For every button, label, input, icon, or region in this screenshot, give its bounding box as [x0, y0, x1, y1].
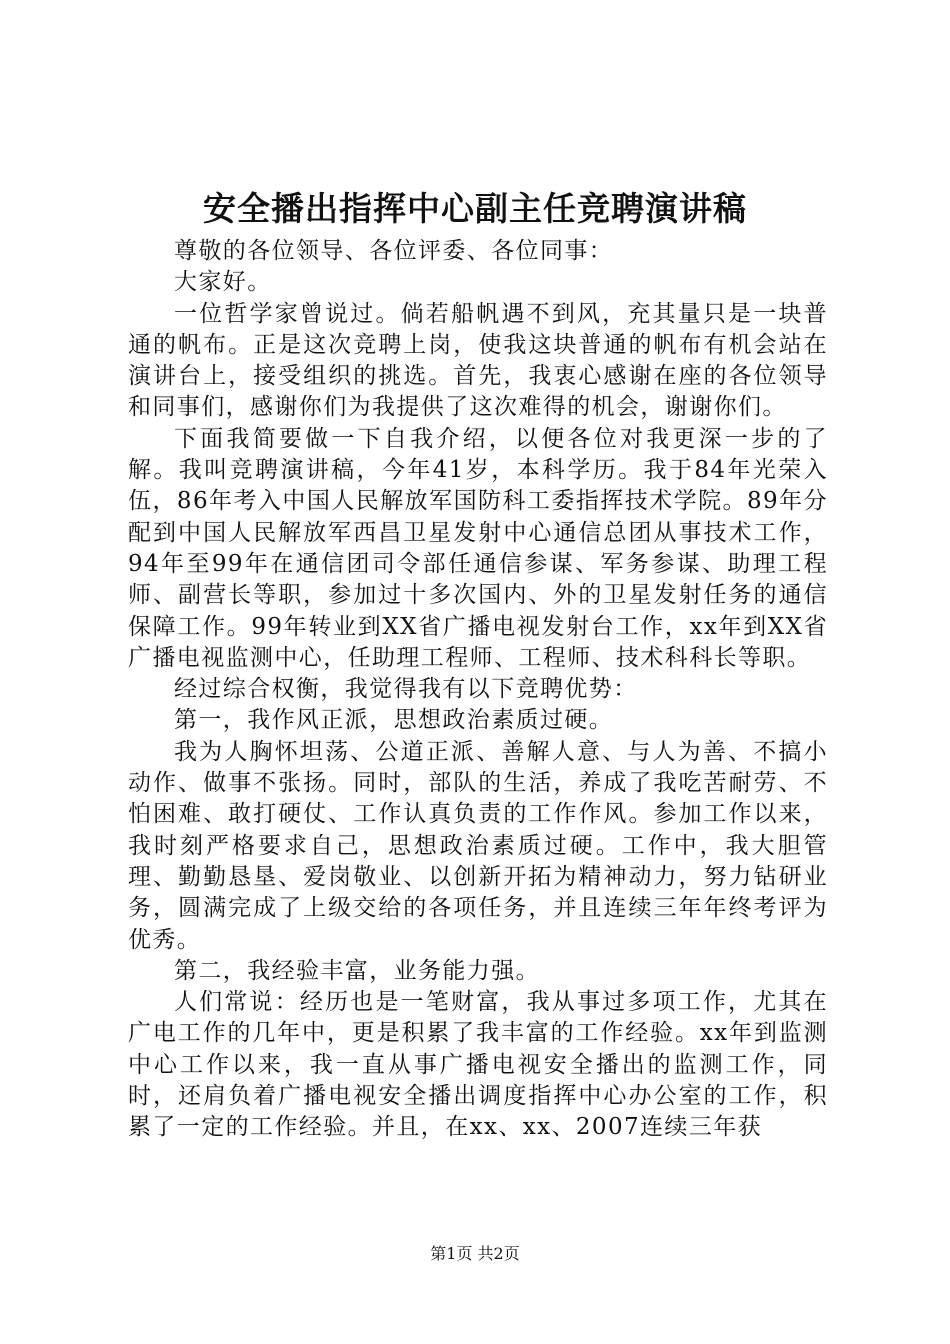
document-title: 安全播出指挥中心副主任竞聘演讲稿 [203, 189, 747, 228]
section-heading-paragraph: 第一，我作风正派，思想政治素质过硬。 [174, 707, 614, 734]
body-paragraph: 经过综合权衡，我觉得我有以下竞聘优势： [174, 676, 638, 703]
body-paragraph: 我为人胸怀坦荡、公道正派、善解人意、与人为善、不搞小动作、做事不张扬。同时，部队的生活，养成了我吃苦耐劳、不怕困难、敢打硬仗、工作认真负责的工作作风。参加工作以来，我时刻严格要求自己，思想政治素质过硬。工作中，我大胆管理、勤勤恳垦、爱岗敬业、以创新开拓为精神动力，努力钻研业务，圆满完成了上级交给的各项任务，并且连续三年年终考评为优秀。 [128, 738, 828, 953]
section-heading-paragraph: 第二，我经验丰富，业务能力强。 [174, 957, 540, 984]
salutation-paragraph: 尊敬的各位领导、各位评委、各位同事： [174, 238, 614, 264]
document-body [128, 236, 828, 1144]
greeting-paragraph: 大家好。 [174, 269, 272, 296]
page-footer: 第1页 共2页 [430, 1244, 520, 1263]
body-paragraph: 人们常说：经历也是一笔财富，我从事过多项工作，尤其在广电工作的几年中，更是积累了我丰富的工作经验。xx年到监测中心工作以来，我一直从事广播电视安全播出的监测工作，同时，还肩负着广播电视安全播出调度指挥中心办公室的工作，积累了一定的工作经验。并且，在xx、xx、2007连续三年获 [128, 989, 828, 1141]
body-paragraph: 下面我简要做一下自我介绍，以便各位对我更深一步的了解。我叫竞聘演讲稿，今年41岁，本科学历。我于84年光荣入伍，86年考入中国人民解放军国防科工委指挥技术学院。89年分配到中国人民解放军西昌卫星发射中心通信总团从事技术工作，94年至99年在通信团司令部任通信参谋、军务参谋、助理工程师、副营长等职，参加过十多次国内、外的卫星发射任务的通信保障工作。99年转业到XX省广播电视发射台工作，xx年到XX省广播电视监测中心，任助理工程师、工程师、技术科科长等职。 [128, 425, 828, 671]
body-paragraph: 一位哲学家曾说过。倘若船帆遇不到风，充其量只是一块普通的帆布。正是这次竞聘上岗，使我这块普通的帆布有机会站在演讲台上，接受组织的挑选。首先，我衷心感谢在座的各位领导和同事们，感谢你们为我提供了这次难得的机会，谢谢你们。 [128, 300, 828, 421]
